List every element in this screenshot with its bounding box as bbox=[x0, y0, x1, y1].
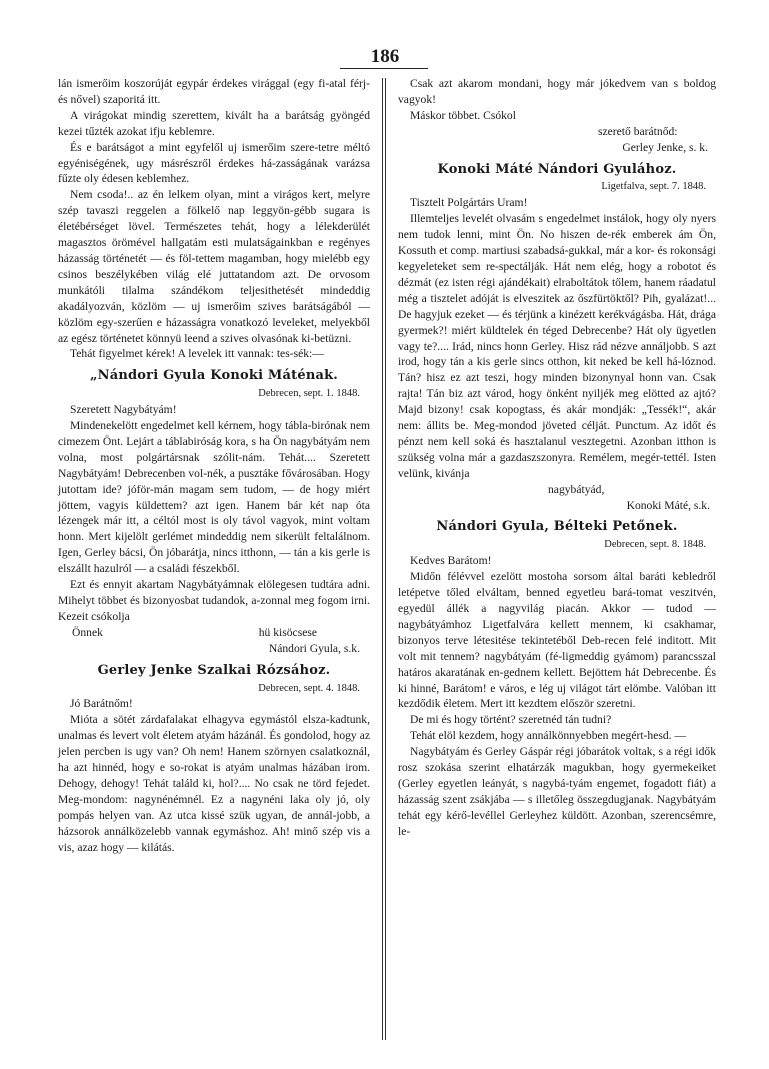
letter-dateline: Ligetfalva, sept. 7. 1848. bbox=[601, 181, 706, 193]
letter-dateline: Debrecen, sept. 1. 1848. bbox=[258, 388, 360, 400]
letter-body: Tehát elöl kezdem, hogy annálkönnyebben megért-hesd. — bbox=[410, 729, 687, 743]
column-divider bbox=[385, 78, 386, 1040]
letter-salutation: Kedves Barátom! bbox=[410, 554, 492, 568]
left-column bbox=[58, 76, 370, 856]
letter-closing bbox=[58, 625, 370, 641]
right-column bbox=[398, 76, 716, 840]
letter-body: Midőn félévvel ezelött mostoha sorsom által baráti kebledről letépetve tőled elváltam, benned egyetleu bará-tomat veszitvén, egyedül állék a nagyvilág piacán. Akkor — tudod — nagybátyámhoz Ligetfalvára kellett mennem, ki csakhamar, bizonyos terve létesitése tekintetéből Deb-recen felé inditott. Mit volt mit tennem? nagybátyám (fé-ligmeddig gyámom) parancsszal határos akaratának en-gednem kellett. Bejöttem hát Debrecenbe. És ki hinné, Barátom! e város, e lég uj világot tárt elömbe. Valóban itt kezdődik életem. Mert itt kezdtem először szeretni. bbox=[398, 570, 716, 711]
letter-body: Nagybátyám és Gerley Gáspár régi jóbarátok voltak, s a régi idők rosz szokása szerint elhatárzák magukban, hogy gyermekeiket (Gerley egyetlen leányát, s nagybá-tyám engemet, fogadott fiát) a házasság szent zsákjába — s illetőleg összegdugjanak. Nagybátyám tehát egy kérő-levéllel Gerleyhez küldött. Azonban, szerencsémre, le- bbox=[398, 745, 716, 838]
signature-line: szerető barátnőd: bbox=[598, 124, 678, 138]
letter-body: Mindenekelött engedelmet kell kérnem, hogy tábla-birónak nem cimezem Önt. Lejárt a táblabiróság kora, s ha Ön nagybátyám nem volna, most polgártársnak szólit-nám. Tehát.... Szeretett Nagybátyám! Debrecenben vol-nék, a pusztákе fővárosában. Hogy jutottam ide? jóför-mán magam sem tudom, — de hogy miért jöttem, vagyis küldettem? azt igen. Hanem bár két nap óta lézengek már itt, a céltól most is oly távol vagyok, mint voltam honn. Mert kijelölt gerlémet mindeddig nem sikerült feltalálnom. Igen, Gerley bácsi, Ön jóbarátja, nincs itthonn, — tán a kis gerle is elszállt hazulról — a családi fészekből. bbox=[58, 419, 370, 576]
letter-body: De mi és hogy történt? szeretnéd tán tudni? bbox=[410, 713, 612, 727]
signature-line: Önnek bbox=[72, 625, 103, 639]
letter-signature: Gerley Jenke, s. k. bbox=[622, 140, 708, 154]
letter-heading: Gerley Jenke Szalkai Rózsához. bbox=[97, 662, 331, 678]
letter-dateline: Debrecen, sept. 8. 1848. bbox=[604, 539, 706, 551]
page-number: 186 bbox=[370, 46, 400, 67]
letter-salutation: Szeretett Nagybátyám! bbox=[70, 403, 177, 417]
letter-heading: „Nándori Gyula Konoki Máténak. bbox=[89, 368, 339, 384]
paragraph: A virágokat mindig szerettem, kivált ha a barátság gyöngéd kezei tűzték azokat ifju keblemre. bbox=[58, 108, 370, 138]
letter-heading: Nándori Gyula, Bélteki Petőnek. bbox=[436, 519, 678, 535]
paragraph: És e barátságot a mint egyfelől uj ismerőim szere-tetre méltó egyéniségének, ugy másrészről érdekes há-zasságának varázsa fűzte oly édesen keblemhez. bbox=[58, 140, 370, 186]
letter-body: Csak azt akarom mondani, hogy már jókedvem van s boldog vagyok! bbox=[398, 77, 716, 106]
letter-heading: Konoki Máté Nándori Gyulához. bbox=[437, 161, 677, 177]
signature-line: hü kisöcsese bbox=[258, 625, 318, 639]
letter-signature: Konoki Máté, s.k. bbox=[626, 498, 710, 512]
letter-body: Máskor többet. Csókol bbox=[410, 108, 516, 122]
paragraph: Tehát figyelmet kérek! A levelek itt vannak: tes-sék:— bbox=[70, 347, 324, 361]
signature-line: nagybátyád, bbox=[548, 482, 605, 496]
header-rule bbox=[340, 68, 428, 69]
paragraph: lán ismerőim koszorúját egypár érdekes virággal (egy fi-atal férj- és nővel) szaporitá itt. bbox=[58, 77, 370, 106]
letter-body: Mióta a sötét zárdafalakat elhagyva egymástól elsza-kadtunk, unalmas és levert volt életem atyám házánál. És gondolod, hogy az jelen percben is ugy van? Oh nem! Hanem szörnyen csalatkoznál, ha azt hinnéd, hogy e so-rokat is atyám unalmas házában irom. Dehogy, dehogy! Tehát találd ki, hol?.... No csak ne törd fejedet. Meg-mondom: nagynénémnél. Ez a nagynéni laka oly jó, oly pompás helyen van. Az utca kissé szük ugyan, de annál-jobb, a házsorok annálközelebb vannak egymáshoz. Ah! minő szép vis a vis, azaz hogy — kilátás. bbox=[58, 713, 370, 854]
letter-salutation: Jó Barátnőm! bbox=[70, 697, 133, 711]
letter-salutation: Tisztelt Polgártárs Uram! bbox=[410, 196, 528, 210]
column-divider bbox=[382, 78, 383, 1040]
paragraph: Nem csoda!.. az én lelkem olyan, mint a virágos kert, melyre szép tavaszi reggelen a fölkelő nap leggyön-gébb sugara is életébérséget lövel. Természetes tehát, hogy a lélekderülét magasztos örömével hallgatám esti mulatságainkban e regényes házasság történetét — és föl-tettem magamban, hogy mielébb egy csinos beszélykében világ elé juttatandom azt. De orvosom munkátóli tilalma szándékom teljesithetését mindeddig akadályozván, közlöm — uj ismerőim szives barátságából — közlöm egy-szerűen e házasságra vonatkozó leveleket, melyekből az egész történetet könnyü leend a szives olvasónak ki-betüzni. bbox=[58, 188, 370, 345]
letter-body: Ezt és ennyit akartam Nagybátyámnak elölegesen tudtára adni. Mihelyt többet és bizonyosbat tudandok, a-zonnal meg fogom irni. Kezeit csókolja bbox=[58, 578, 370, 623]
letter-dateline: Debrecen, sept. 4. 1848. bbox=[258, 682, 360, 694]
letter-signature: Nándori Gyula, s.k. bbox=[268, 641, 360, 655]
letter-body: Illemteljes levelét olvasám s engedelmet instálok, hogy oly nyers nem tudok lenni, mint Ön. No hiszen de-rék emberek ám Ön, Kossuth et comp. martiusi szabadsá-gukkal, már a kor- és rokonsági kegyeleteket sem re-spectálják. Hát nem elég, hogy a robotot és dézmát (ez isten régi ajándékait) elraboltátok tőlem, hanem ráadatul még a tisztelet adóját is elveszitek az őszfürtöktől? Pih, gyalázat!... De hagyjuk ezeket — és térjünk a kinézett kerékvágásba. Hát, drága gyermek?! miért küldtelek én téged Debrecenbe? Hát oly ügyetlen vagy te?.... Irád, nincs honn Gerley. Hisz rád nézve annáljobb. S azt irod, hogy tán a kis gerle sincs otthon, kit neked be kell há-lóznod. Tán? hisz ez azt teszi, hogy minden bizonynyal honn van. Csak rajta! Tán biz azt várod, hogy önként nyiljék meg elötted az ajtó? Majd bizony! csak kopogtass, és akár mondják: „Tessék!“, akár nem: állits be. Meg-mondod jöveted célját. Punctum. Az időt és pénzt nem kell soká és hasztalanul vesztegetni. Azonban itthon is szükség volna már a gazdaszszonyra. Remélem, megér-tettél. Isten velünk, kivánja bbox=[398, 212, 716, 480]
